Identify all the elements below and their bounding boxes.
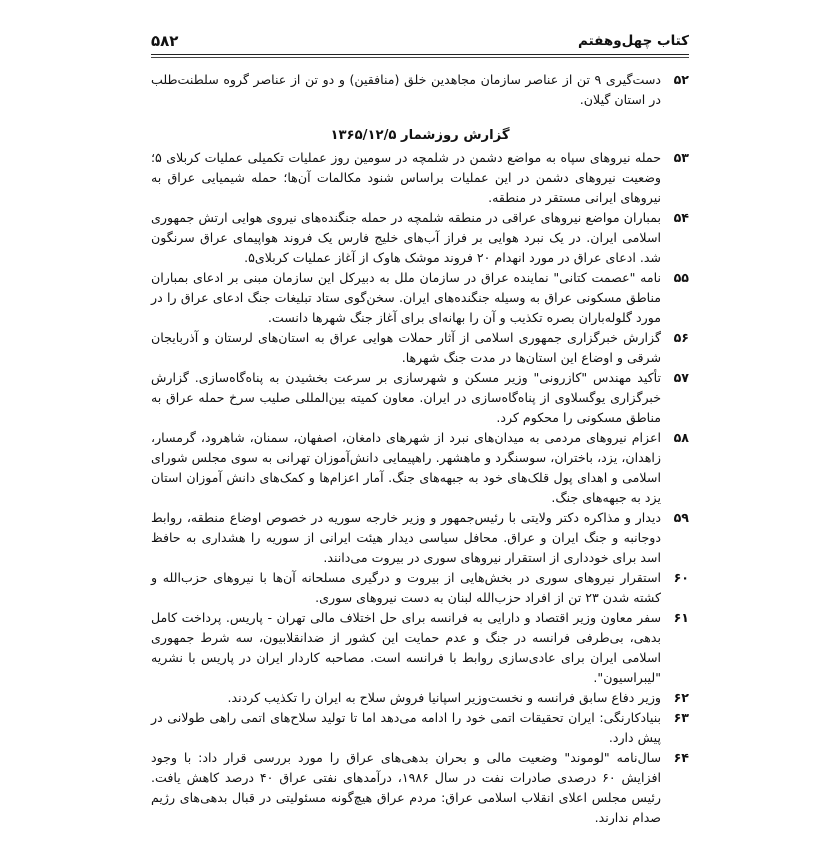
item-number: ۵۲ [673,72,689,87]
item-text: نامه "عصمت کتانی" نماینده عراق در سازمان ملل به دبیرکل این سازمان مبنی بر ادعای بمباران مناطق مسکونی عراق به وسیله جنگنده‌های ایران. سخن‌گوی ستاد تبلیغات جنگ ادعای عراق را در مورد گلوله‌باران بصره تکذیب و آن را بهانه‌ای برای آغاز جنگ شهرها دانست. [151,270,661,325]
item-text: بنیادکارنگی: ایران تحقیقات اتمی خود را ادامه می‌دهد اما تا تولید سلاح‌های اتمی راهی طولانی در پیش دارد. [151,710,661,745]
list-item [151,688,689,708]
list-item [151,268,689,328]
item-text: سال‌نامه "لوموند" وضعیت مالی و بحران بدهی‌های عراق را مورد بررسی قرار داد: با وجود افزایش ۶۰ درصدی صادرات نفت در سال ۱۹۸۶، درآمدهای نفتی عراق ۴۰ درصد کاهش یافت. رئیس مجلس اعلای انقلاب اسلامی عراق: مردم عراق هیچ‌گونه مسئولیتی در قبال بدهی‌های رژیم صدام ندارند. [151,750,662,825]
item-number: ۵۶ [673,330,689,345]
list-item [151,208,689,268]
item-number: ۶۳ [673,710,689,725]
list-item [151,508,689,568]
document-page [151,30,689,828]
item-number: ۶۱ [673,610,689,625]
item-text: وزیر دفاع سابق فرانسه و نخست‌وزیر اسپانیا فروش سلاح به ایران را تکذیب کردند. [227,690,661,705]
book-title: کتاب چهل‌وهفتم [578,33,689,49]
list-item [151,608,689,688]
item-number: ۶۲ [673,690,689,705]
list-item [151,428,689,508]
item-text: حمله نیروهای سپاه به مواضع دشمن در شلمچه در سومین روز عملیات تکمیلی عملیات کربلای ۵؛ وضعیت نیروهای دشمن در این عملیات براساس شنود مکالمات آن‌ها؛ حمله شیمیایی عراق به نیروهای ایرانی مستقر در منطقه. [151,150,661,205]
item-text: سفر معاون وزیر اقتصاد و دارایی به فرانسه برای حل اختلاف مالی تهران - پاریس. پرداخت کامل بدهی، بی‌طرفی فرانسه در جنگ و عدم حمایت این کشور از ضدانقلابیون، سه شرط جمهوری اسلامی ایران برای عادی‌سازی روابط با فرانسه است. مصاحبه کاردار ایران در پاریس با نشریه "لیبراسیون". [151,610,661,685]
item-number: ۵۴ [673,210,689,225]
report-title: گزارش روزشمار ۱۳۶۵/۱۲/۵ [330,128,510,143]
item-text: دست‌گیری ۹ تن از عناصر سازمان مجاهدین خلق (منافقین) و دو تن از عناصر گروه سلطنت‌طلب در استان گیلان. [151,72,661,107]
item-number: ۵۷ [673,370,689,385]
item-number: ۶۰ [673,570,689,585]
item-number: ۵۳ [673,150,689,165]
item-number: ۵۹ [673,510,689,525]
report-item-list [151,148,689,828]
item-text: بمباران مواضع نیروهای عراقی در منطقه شلمچه در حمله جنگنده‌های نیروی هوایی ارتش جمهوری اسلامی ایران. در یک نبرد هوایی بر فراز آب‌های خلیج فارس یک فروند هواپیمای عراق سرنگون شد. ادعای عراق در مورد انهدام ۲۰ فروند موشک هاوک از آغاز عملیات کربلای۵. [151,210,661,265]
list-item [151,748,689,828]
list-item [151,148,689,208]
page-number: ۵۸۲ [151,32,179,50]
item-number: ۵۸ [673,430,689,445]
intro-item-list [151,70,689,110]
item-text: گزارش خبرگزاری جمهوری اسلامی از آثار حملات هوایی عراق به استان‌های لرستان و آذربایجان شرقی و اوضاع این استان‌ها در مدت جنگ شهرها. [151,330,661,365]
item-text: استقرار نیروهای سوری در بخش‌هایی از بیروت و درگیری مسلحانه آن‌ها با نیروهای حزب‌الله و کشته شدن ۲۳ تن از افراد حزب‌الله لبنان به دست نیروهای سوری. [151,570,661,605]
item-text: دیدار و مذاکره دکتر ولایتی با رئیس‌جمهور و وزیر خارجه سوریه در خصوص اوضاع منطقه، روابط دوجانبه و جنگ ایران و عراق. محافل سیاسی دیدار هیئت ایرانی از سوریه را هشداری به حافظ اسد برای خودداری از استقرار نیروهای سوری در بیروت می‌دانند. [151,510,661,565]
list-item [151,70,689,110]
item-number: ۶۴ [673,750,689,765]
item-number: ۵۵ [673,270,689,285]
list-item [151,368,689,428]
list-item [151,708,689,748]
list-item [151,568,689,608]
list-item [151,328,689,368]
running-header [151,30,689,55]
item-text: اعزام نیروهای مردمی به میدان‌های نبرد از شهرهای دامغان، اصفهان، سمنان، شاهرود، گرمسار، زاهدان، یزد، باختران، سوسنگرد و ماهشهر. راهپیمایی دانش‌آموزان تهرانی به سوی مجلس شورای اسلامی و اهدای پول قلک‌های خود به جبهه‌های جنگ. آمار اعزام‌ها و کمک‌های دانش آموزان استان یزد به جبهه‌های جنگ. [151,430,661,505]
item-text: تأکید مهندس "کازرونی" وزیر مسکن و شهرسازی بر سرعت بخشیدن به پناه‌گاه‌سازی. گزارش خبرگزاری یوگسلاوی از پناه‌گاه‌سازی در ایران. معاون کمیته بین‌المللی صلیب سرخ حمله عراق به مناطق مسکونی را محکوم کرد. [151,370,661,425]
